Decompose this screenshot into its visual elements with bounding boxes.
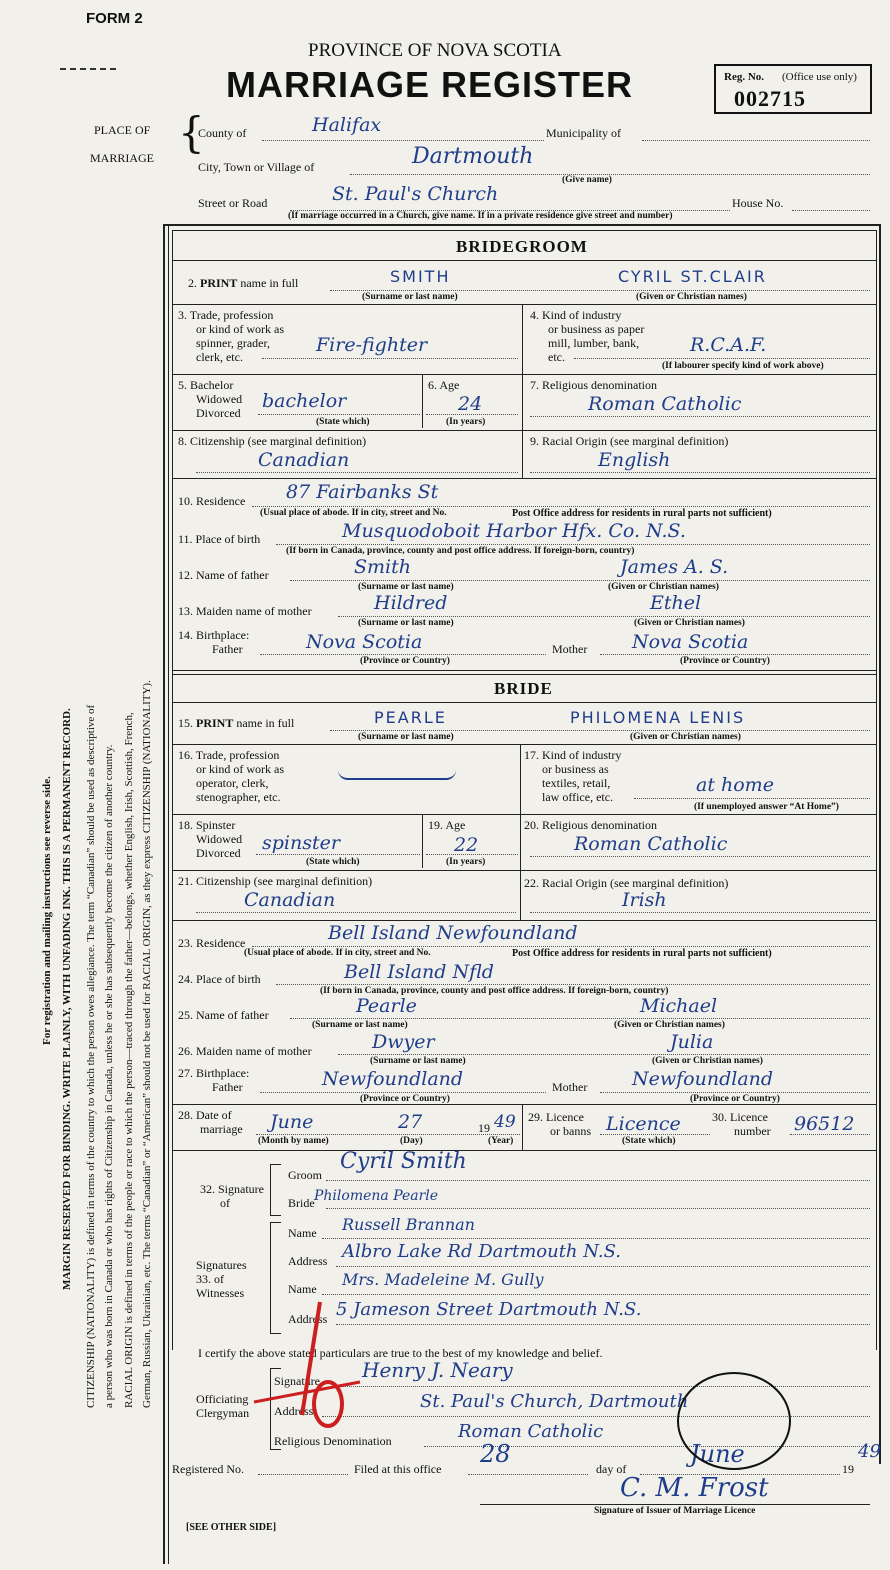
margin-binding: MARGIN RESERVED FOR BINDING. WRITE PLAINLY, WITH UNFADING INK. THIS IS A PERMANENT RECORD.	[61, 708, 73, 1290]
bride-bp-father: Newfoundland	[322, 1068, 464, 1090]
marriage-day: 27	[398, 1111, 423, 1133]
bride-trade-label: 16. Trade, profession or kind of work as operator, clerk, stenographer, etc.	[178, 748, 284, 804]
witness1-address: Albro Lake Rd Dartmouth N.S.	[342, 1241, 621, 1262]
licence-no-label: 30. Licence number	[712, 1110, 771, 1138]
issuer-signature: C. M. Frost	[620, 1473, 769, 1503]
groom-sig-label: Groom	[288, 1168, 322, 1182]
filed-label: Filed at this office	[354, 1462, 442, 1476]
month-note: (Month by name)	[258, 1136, 329, 1146]
groom-religion: Roman Catholic	[588, 393, 742, 415]
w1-address-label: Address	[288, 1254, 328, 1268]
place-brace: {	[178, 108, 205, 157]
county-label: County of	[198, 126, 247, 140]
reg-no-value: 002715	[734, 86, 806, 111]
groom-name-print: PRINT	[200, 276, 238, 290]
municipality-label: Municipality of	[546, 126, 621, 140]
margin-instructions: For registration and mailing instructions see reverse side.	[41, 776, 53, 1045]
bride-father-given-note: (Given or Christian names)	[614, 1020, 725, 1030]
bride-trade-dash	[338, 770, 456, 780]
groom-mother-surname-note: (Surname or last name)	[358, 618, 454, 628]
bride-father-surname-note: (Surname or last name)	[312, 1020, 408, 1030]
witness2-name: Mrs. Madeleine M. Gully	[342, 1270, 544, 1289]
bride-given: PHILOMENA LENIS	[570, 708, 746, 727]
groom-father-surname-note: (Surname or last name)	[358, 582, 454, 592]
city-value: Dartmouth	[412, 144, 534, 169]
clergy-sig-label: Signature	[274, 1374, 320, 1388]
bride-age-label: 19. Age	[428, 818, 466, 832]
give-name-note: (Give name)	[562, 175, 612, 185]
bride-father-given: Michael	[640, 995, 718, 1017]
groom-father-given: James A. S.	[620, 556, 729, 578]
groom-residence: 87 Fairbanks St	[286, 481, 439, 503]
bride-residence-note-b: Post Office address for residents in rural parts not sufficient)	[512, 948, 772, 959]
signature-label: 32. Signature of	[200, 1182, 264, 1210]
bride-mother-given: Julia	[670, 1031, 714, 1053]
groom-bp-father-note: (Province or Country)	[360, 656, 450, 666]
religious-denom: Roman Catholic	[458, 1421, 604, 1442]
bride-industry-label: 17. Kind of industry or business as textiles, retail, law office, etc.	[524, 748, 622, 804]
groom-residence-note-b: Post Office address for residents in rural parts not sufficient)	[512, 508, 772, 519]
groom-mother-surname: Hildred	[374, 592, 448, 614]
bride-signature: Philomena Pearle	[314, 1188, 439, 1204]
bride-birth-note: (If born in Canada, province, county and post office address. If foreign-born, country)	[320, 986, 669, 996]
bride-racial: Irish	[622, 889, 667, 911]
bride-father-label: 25. Name of father	[178, 1008, 269, 1022]
margin-citizenship-def-b: a person who was born in Canada or who has rights of Citizenship in Canada, unless he or she has subsequently become the citizen of another country.	[103, 744, 115, 1408]
groom-bp-father: Nova Scotia	[306, 631, 423, 653]
groom-bp-mother-note: (Province or Country)	[680, 656, 770, 666]
groom-birth-label: 11. Place of birth	[178, 532, 261, 546]
religious-denom-label: Religious Denomination	[274, 1434, 392, 1448]
place-of-label: PLACE OF	[94, 123, 151, 137]
bride-birth-label: 24. Place of birth	[178, 972, 261, 986]
groom-surname-note: (Surname or last name)	[362, 292, 458, 302]
province-heading: PROVINCE OF NOVA SCOTIA	[308, 40, 562, 61]
page-title: MARRIAGE REGISTER	[226, 64, 634, 105]
issuer-label: Signature of Issuer of Marriage Licence	[594, 1506, 756, 1516]
witness2-address: 5 Jameson Street Dartmouth N.S.	[336, 1299, 642, 1320]
bride-residence-label: 23. Residence	[178, 936, 246, 950]
groom-bp-father-label: Father	[212, 642, 243, 656]
bride-surname-note: (Surname or last name)	[358, 732, 454, 742]
margin-racial-def-a: RACIAL ORIGIN is defined in terms of the people or race to which the person—traced through the father—belongs, whether English, Irish, Scottish, French,	[123, 712, 135, 1408]
bride-bp-father-label: Father	[212, 1080, 243, 1094]
house-label: House No.	[732, 196, 784, 210]
groom-name-text: name in full	[240, 276, 299, 290]
groom-father-given-note: (Given or Christian names)	[608, 582, 719, 592]
see-other-side: [SEE OTHER SIDE]	[186, 1522, 277, 1533]
clergy-address: St. Paul's Church, Dartmouth	[420, 1391, 689, 1412]
county-value: Halifax	[312, 114, 382, 136]
year-note: (Year)	[488, 1136, 514, 1146]
bride-religion: Roman Catholic	[574, 833, 728, 855]
clergy-signature: Henry J. Neary	[362, 1358, 513, 1382]
bride-age: 22	[454, 834, 479, 856]
groom-age: 24	[458, 393, 483, 415]
bride-birth: Bell Island Nfld	[344, 961, 494, 983]
bride-racial-label: 22. Racial Origin (see marginal definition)	[524, 876, 729, 890]
groom-religion-label: 7. Religious denomination	[530, 378, 657, 392]
margin-citizenship-def-a: CITIZENSHIP (NATIONALITY) is defined in terms of the country to which the person owes allegiance. The term “Canadian” should be used as descriptive of	[85, 704, 97, 1408]
church-seal	[672, 1366, 796, 1476]
city-label: City, Town or Village of	[198, 160, 315, 174]
bride-name-print: PRINT	[196, 716, 234, 730]
groom-father-label: 12. Name of father	[178, 568, 269, 582]
church-note: (If marriage occurred in a Church, give name. If in a private residence give street and number)	[288, 211, 673, 221]
w2-address-label: Address	[288, 1312, 328, 1326]
bride-bp-father-note: (Province or Country)	[360, 1094, 450, 1104]
groom-age-note: (In years)	[446, 417, 486, 427]
groom-given: CYRIL ST.CLAIR	[618, 267, 767, 286]
registered-no-label: Registered No.	[172, 1462, 244, 1476]
clergy-address-label: Address	[274, 1404, 314, 1418]
bride-heading: BRIDE	[494, 679, 553, 698]
groom-name-num: 2.	[188, 276, 197, 290]
marriage-month: June	[270, 1111, 314, 1133]
reg-no-label: Reg. No.	[724, 71, 765, 83]
groom-name-label	[188, 276, 298, 290]
date-label: 28. Date of marriage	[178, 1108, 243, 1136]
red-checkmark	[240, 1290, 370, 1440]
groom-signature: Cyril Smith	[340, 1149, 467, 1174]
witness-label: Signatures 33. of Witnesses	[196, 1258, 247, 1300]
licence-note: (State which)	[622, 1136, 676, 1146]
frame-left	[163, 224, 165, 1564]
groom-residence-label: 10. Residence	[178, 494, 246, 508]
bride-state-which: (State which)	[306, 857, 360, 867]
day-note: (Day)	[400, 1136, 423, 1146]
clergy-label: Officiating Clergyman	[196, 1392, 250, 1420]
bride-bp-mother: Newfoundland	[632, 1068, 774, 1090]
groom-residence-note-a: (Usual place of abode. If in city, street and No.	[260, 508, 447, 518]
bride-bp-mother-label: Mother	[552, 1080, 588, 1094]
bride-name-num: 15.	[178, 716, 193, 730]
bride-citizenship: Canadian	[244, 889, 336, 911]
bride-given-note: (Given or Christian names)	[630, 732, 741, 742]
bride-father-surname: Pearle	[356, 995, 417, 1017]
licence-number: 96512	[794, 1113, 855, 1135]
groom-mother-label: 13. Maiden name of mother	[178, 604, 312, 618]
groom-mother-given: Ethel	[650, 592, 702, 614]
w1-name-label: Name	[288, 1226, 317, 1240]
licence-or-banns: Licence	[606, 1113, 681, 1135]
marriage-year: 49	[494, 1112, 516, 1132]
filed-year: 49	[858, 1441, 881, 1462]
bride-surname: PEARLE	[374, 708, 447, 727]
groom-citizenship: Canadian	[258, 449, 350, 471]
bride-age-note: (In years)	[446, 857, 486, 867]
groom-father-surname: Smith	[354, 556, 411, 578]
bride-mother-label: 26. Maiden name of mother	[178, 1044, 312, 1058]
bride-bp-mother-note: (Province or Country)	[690, 1094, 780, 1104]
street-value: St. Paul's Church	[332, 183, 499, 205]
groom-given-note: (Given or Christian names)	[636, 292, 747, 302]
filed-day: 28	[480, 1440, 511, 1468]
certify-text: I certify the above stated particulars are true to the best of my knowledge and belief.	[198, 1346, 603, 1360]
bride-status-label: 18. Spinster Widowed Divorced	[178, 818, 243, 860]
form-label: FORM 2	[86, 10, 143, 27]
groom-racial-label: 9. Racial Origin (see marginal definition)	[530, 434, 729, 448]
groom-birth-note: (If born in Canada, province, county and post office address. If foreign-born, country)	[286, 546, 635, 556]
groom-birth: Musquodoboit Harbor Hfx. Co. N.S.	[342, 520, 686, 542]
groom-surname: SMITH	[390, 267, 451, 286]
groom-industry-note: (If labourer specify kind of work above)	[662, 361, 824, 371]
filed-century: 19	[842, 1462, 854, 1476]
bride-name-label	[178, 716, 294, 730]
bride-residence-note-a: (Usual place of abode. If in city, street and No.	[244, 948, 431, 958]
groom-birthplace-label: 14. Birthplace:	[178, 628, 250, 642]
bride-mother-surname-note: (Surname or last name)	[370, 1056, 466, 1066]
w2-name-label: Name	[288, 1282, 317, 1296]
groom-racial: English	[598, 449, 671, 471]
reg-no-box	[714, 64, 872, 114]
groom-industry: R.C.A.F.	[690, 334, 767, 356]
bride-citizenship-label: 21. Citizenship (see marginal definition)	[178, 874, 373, 888]
marriage-century: 19	[478, 1121, 490, 1135]
groom-age-label: 6. Age	[428, 378, 460, 392]
bride-mother-given-note: (Given or Christian names)	[652, 1056, 763, 1066]
groom-bp-mother: Nova Scotia	[632, 631, 749, 653]
groom-status-label: 5. Bachelor Widowed Divorced	[178, 378, 243, 420]
groom-trade-label: 3. Trade, profession or kind of work as spinner, grader, clerk, etc.	[178, 308, 284, 364]
groom-trade: Fire-fighter	[316, 334, 428, 356]
punch-mark	[60, 68, 116, 70]
bride-name-text: name in full	[236, 716, 295, 730]
bridegroom-heading: BRIDEGROOM	[456, 237, 588, 256]
bride-religion-label: 20. Religious denomination	[524, 818, 657, 832]
street-label: Street or Road	[198, 196, 268, 210]
reg-no-note: (Office use only)	[782, 71, 857, 83]
groom-state-which: (State which)	[316, 417, 370, 427]
groom-status: bachelor	[262, 390, 347, 412]
margin-racial-def-b: German, Russian, Ukrainian, etc. The terms “Canadian” or “American” should not be used for RACIAL ORIGIN, as they express CITIZENSHIP (NATIONALITY).	[141, 680, 153, 1408]
groom-citizenship-label: 8. Citizenship (see marginal definition)	[178, 434, 367, 448]
filed-month: June	[690, 1440, 745, 1468]
marriage-label: MARRIAGE	[90, 151, 155, 165]
bride-birthplace-label: 27. Birthplace:	[178, 1066, 250, 1080]
bride-sig-label: Bride	[288, 1196, 315, 1210]
bride-industry-note: (If unemployed answer “At Home”)	[694, 802, 839, 812]
bride-residence: Bell Island Newfoundland	[328, 922, 578, 944]
licence-label: 29. Licence or banns	[528, 1110, 591, 1138]
witness1-name: Russell Brannan	[342, 1215, 475, 1234]
day-of-label: day of	[596, 1462, 627, 1476]
bride-mother-surname: Dwyer	[372, 1031, 435, 1053]
groom-bp-mother-label: Mother	[552, 642, 588, 656]
groom-industry-label: 4. Kind of industry or business as paper mill, lumber, bank, etc.	[530, 308, 645, 364]
bride-industry: at home	[696, 774, 774, 796]
bride-status: spinster	[262, 832, 340, 854]
groom-mother-given-note: (Given or Christian names)	[634, 618, 745, 628]
